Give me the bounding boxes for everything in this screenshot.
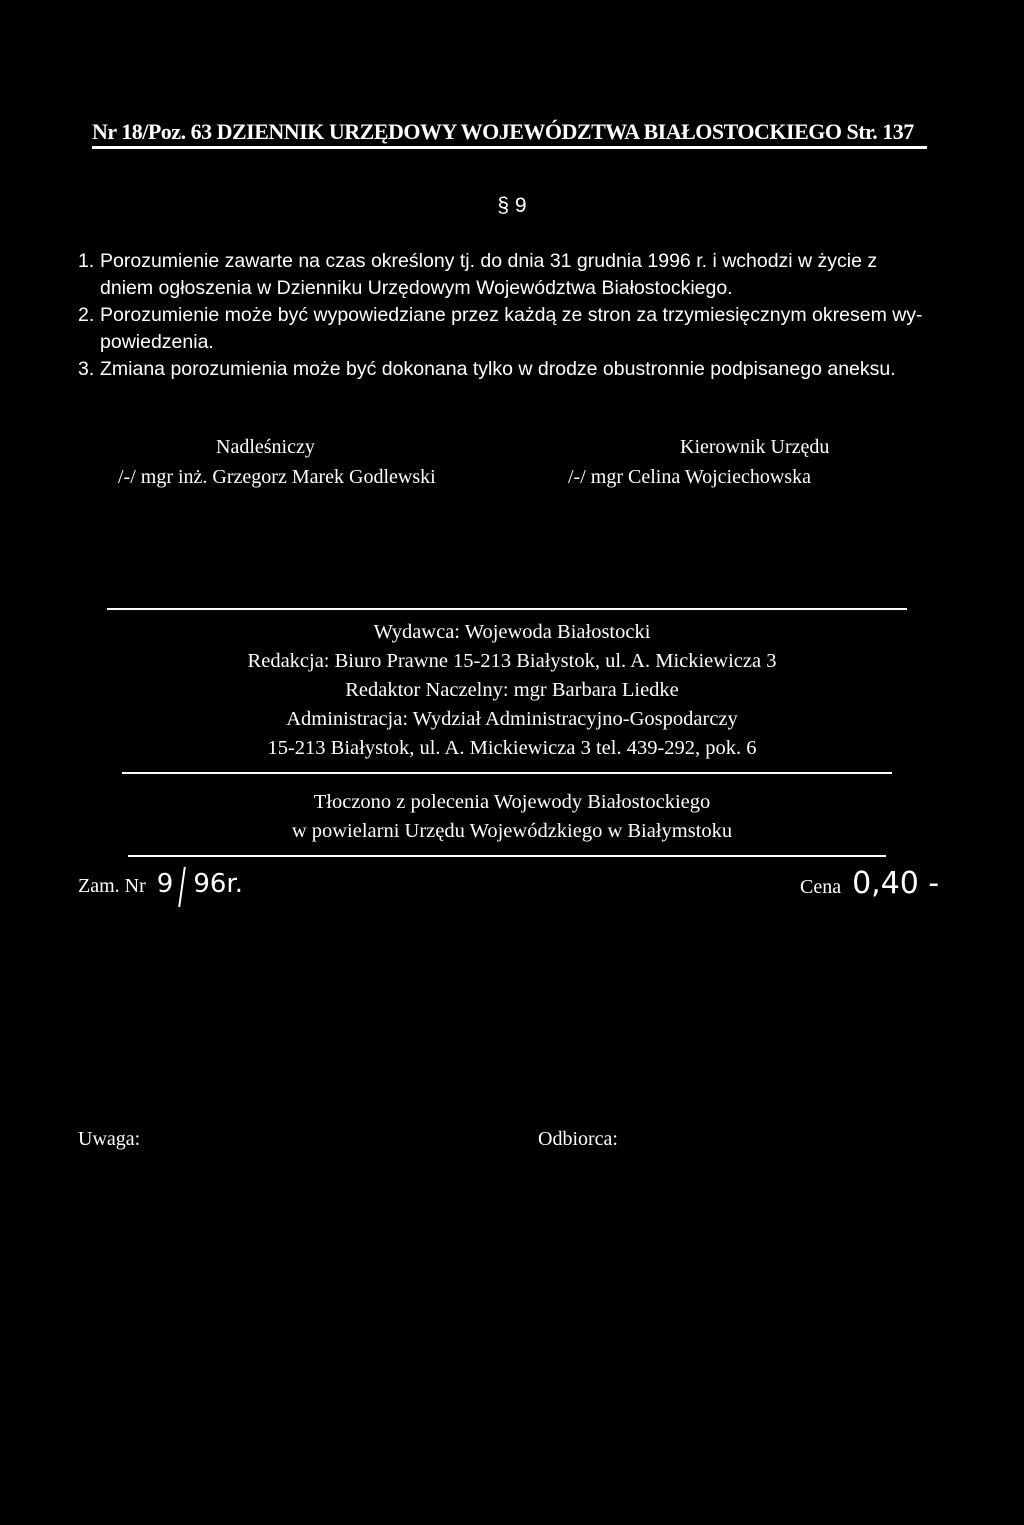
clause-text: Porozumienie zawarte na czas określony tj. do dnia 31 grudnia 1996 r. i wchodzi w życie z xyxy=(100,250,878,272)
clause-text-continued: dniem ogłoszenia w Dzienniku Urzędowym Województwa Białostockiego. xyxy=(100,277,733,299)
price xyxy=(800,866,939,905)
note-label: Uwaga: xyxy=(78,1128,141,1150)
clause-number: 1. xyxy=(78,250,95,272)
signature-right xyxy=(568,432,968,492)
imprint-administration: Administracja: Wydział Administracyjno-Gospodarczy xyxy=(286,708,738,730)
signature-left xyxy=(118,432,518,492)
clause-text: Porozumienie może być wypowiedziane przez każdą ze stron za trzymiesięcznym okresem wy- xyxy=(100,304,923,326)
page-header: Nr 18/Poz. 63 DZIENNIK URZĘDOWY WOJEWÓDZTWA BIAŁOSTOCKIEGO Str. 137 xyxy=(92,118,927,149)
divider xyxy=(122,772,892,774)
printing-note-line: Tłoczono z polecenia Wojewody Białostockiego xyxy=(313,791,711,813)
clause-1 xyxy=(78,248,948,302)
recipient-label: Odbiorca: xyxy=(538,1128,618,1150)
divider xyxy=(128,855,886,857)
imprint-editor: Redaktor Naczelny: mgr Barbara Liedke xyxy=(345,679,679,701)
slash-mark xyxy=(179,867,187,907)
signature-name: /-/ mgr inż. Grzegorz Marek Godlewski xyxy=(118,466,436,488)
signature-name: /-/ mgr Celina Wojciechowska xyxy=(568,466,811,488)
clause-text-continued: powiedzenia. xyxy=(100,331,214,353)
order-label: Zam. Nr xyxy=(78,875,146,897)
order-number xyxy=(78,866,243,907)
clause-2 xyxy=(78,302,948,356)
imprint-publisher: Wydawca: Wojewoda Białostocki xyxy=(373,621,651,643)
price-label: Cena xyxy=(800,876,842,898)
divider xyxy=(107,608,907,610)
order-year: 96r. xyxy=(193,869,243,899)
imprint-address: 15-213 Białystok, ul. A. Mickiewicza 3 tel. 439-292, pok. 6 xyxy=(267,737,757,759)
order-number-value: 9 xyxy=(156,869,174,899)
imprint-editorial: Redakcja: Biuro Prawne 15-213 Białystok, ul. A. Mickiewicza 3 xyxy=(247,650,777,672)
clause-text: Zmiana porozumienia może być dokonana tylko w drodze obustronnie podpisanego aneksu. xyxy=(100,358,896,380)
signature-title: Kierownik Urzędu xyxy=(680,436,830,458)
clause-number: 3. xyxy=(78,358,95,380)
price-value: 0,40 - xyxy=(852,866,940,901)
publisher-imprint xyxy=(0,618,1024,763)
signature-title: Nadleśniczy xyxy=(216,436,315,458)
clause-number: 2. xyxy=(78,304,95,326)
clause-list xyxy=(78,248,948,383)
printing-note-line: w powielarni Urzędu Wojewódzkiego w Białymstoku xyxy=(291,820,733,842)
clause-3 xyxy=(78,356,948,383)
section-heading: § 9 xyxy=(497,194,527,217)
printing-note xyxy=(0,788,1024,846)
